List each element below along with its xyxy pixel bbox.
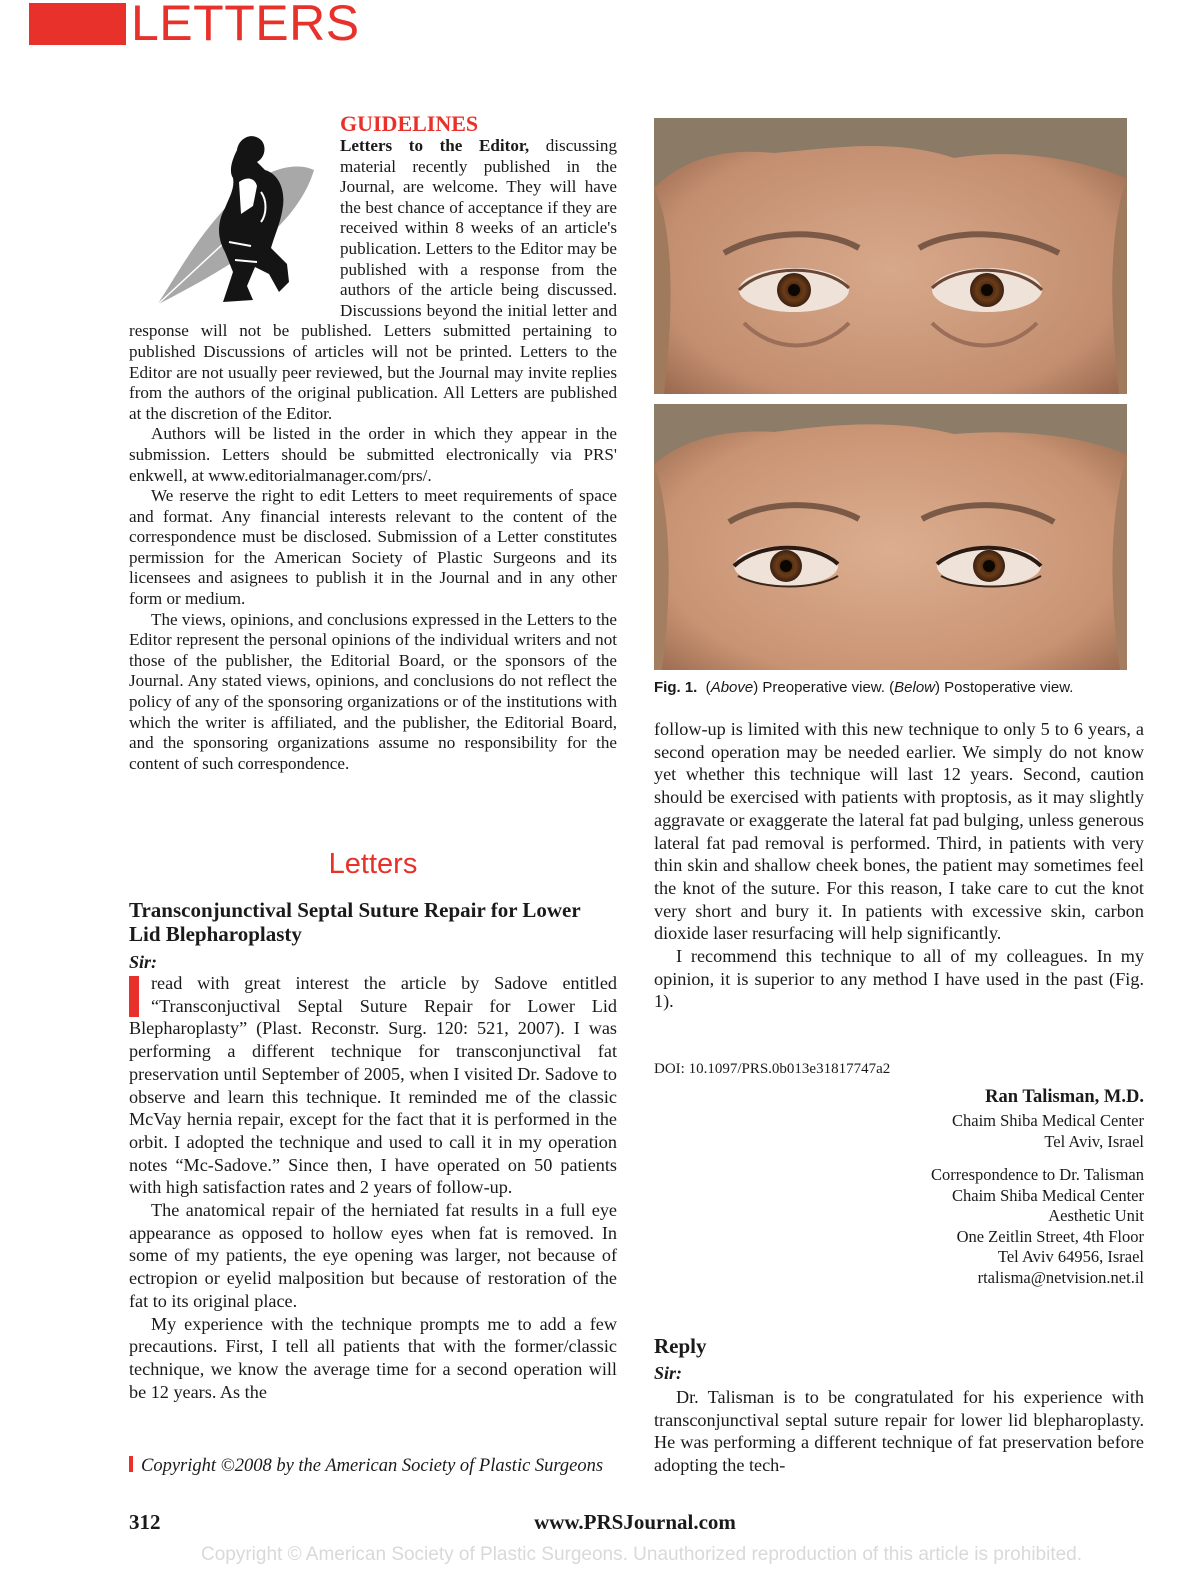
letter-body [129, 972, 617, 1403]
letter-continuation [654, 718, 1144, 1013]
guidelines-lead: Letters to the Editor, [340, 136, 530, 155]
guidelines-block [129, 112, 617, 774]
figure-label: Fig. 1. [654, 679, 698, 696]
correspondence-line: Correspondence to Dr. Talisman [931, 1165, 1144, 1184]
thinker-quill-illustration [129, 122, 334, 307]
caption-above-text: Preoperative view. [758, 679, 890, 696]
correspondence-line: Aesthetic Unit [1048, 1206, 1144, 1226]
affiliation-line: Tel Aviv, Israel [1044, 1131, 1144, 1151]
caption-below-text: Postoperative view. [940, 679, 1074, 696]
salutation: Sir: [129, 952, 158, 972]
postoperative-photo [654, 404, 1127, 670]
header-red-bar [29, 3, 126, 45]
guidelines-paragraph-3: We reserve the right to edit Letters to meet requirements of space and format. Any financial interests relevant to the content of the correspondence must be disclosed. Submission of a Letter constitutes permission for the American Society of Plastic Surgeons and its licensees and asignees to publish it in the Journal and in any other form or medium. [129, 486, 617, 609]
copyright-line [129, 1456, 603, 1477]
guidelines-heading: GUIDELINES [340, 111, 479, 136]
guidelines-paragraph-2: Authors will be listed in the order in which they appear in the submission. Letters should be submitted electronically via PRS' enkwell, at www.editorialmanager.com/prs/. [129, 424, 617, 485]
copyright-text: Copyright ©2008 by the American Society of Plastic Surgeons [141, 1456, 604, 1476]
correspondence-email: rtalisma@netvision.net.il [977, 1267, 1144, 1287]
letter-paragraph-3-continued: follow-up is limited with this new technique to only 5 to 6 years, a second operation may be needed earlier. We simply do not know yet whether this technique will last 12 years. Second, caution should be exercised with patients with proptosis, as it may slightly aggravate or exaggerate the lateral fat pad bulging, unless generous lateral fat pad removal is performed. Third, in patients with very thin skin and shallow cheek bones, the patient may sometimes feel the knot of the suture. For this reason, I take care to cut the knot very short and bury it. In patients with excessive skin, carbon dioxide laser resurfacing will help significantly. [654, 719, 1144, 944]
letter-paragraph-3: My experience with the technique prompts me to add a few precautions. First, I tell all patients that with the former/classic technique, we know the average time for a second operation will be 12 years. As the [129, 1313, 617, 1402]
article-title: Transconjunctival Septal Suture Repair for Lower Lid Blepharoplasty [129, 898, 581, 946]
guidelines-paragraph-4: The views, opinions, and conclusions expressed in the Letters to the Editor represent the personal opinions of the individual writers and not those of the publisher, the Editorial Board, or the sponsors of the Journal. Any stated views, opinions, and conclusions do not reflect the policy of any of the sponsoring organizations or of the institutions with which the writer is affiliated, and the publisher, the Editorial Board, and the sponsoring organizations assume no responsibility for the content of such correspondence. [129, 609, 617, 773]
section-title: LETTERS [131, 0, 360, 51]
correspondence-line: Tel Aviv 64956, Israel [997, 1247, 1144, 1267]
reply-salutation: Sir: [654, 1363, 683, 1383]
correspondence-block [800, 1165, 1144, 1289]
reply-heading: Reply [654, 1334, 707, 1358]
reply-body [654, 1386, 1144, 1477]
drop-cap-i [129, 976, 139, 1017]
affiliation-line: Chaim Shiba Medical Center [952, 1111, 1144, 1130]
page-number: 312 [129, 1510, 161, 1534]
reply-paragraph-1: Dr. Talisman is to be congratulated for his experience with transconjunctival septal suture repair for lower lid blepharoplasty. He was performing a different technique of fat preservation before adopting the tech- [654, 1387, 1144, 1476]
caption-above: Above [710, 679, 754, 696]
copyright-marker [129, 1456, 133, 1472]
caption-below: Below [894, 679, 935, 696]
letters-heading: Letters [328, 848, 418, 880]
correspondence-line: Chaim Shiba Medical Center [952, 1185, 1144, 1205]
preoperative-photo [654, 118, 1127, 394]
letter-paragraph-1: read with great interest the article by Sadove entitled “Transconjuctival Septal Suture Repair for Lower Lid Blepharoplasty” (Plast. Reconstr. Surg. 120: 521, 2007). I was performing a different technique for transconjunctival fat preservation until September of 2005, when I visited Dr. Sadove to observe and learn this technique. It reminded me of the classic McVay hernia repair, except for the fact that it is performed in the orbit. I adopted the technique and used to call it in my operation notes “Mc-Sadove.” Since then, I have operated on 50 patients with high satisfaction rates and 2 years of follow-up. [129, 973, 617, 1198]
figure-caption: Fig. 1. (Above) Preoperative view. (Below) Postoperative view. [654, 679, 1074, 696]
letter-paragraph-4: I recommend this technique to all of my colleagues. In my opinion, it is superior to any method I have used in the past (Fig. 1). [654, 946, 1144, 1012]
legal-notice: Copyright © American Society of Plastic Surgeons. Unauthorized reproduction of this article is prohibited. [200, 1544, 1083, 1565]
letter-paragraph-2: The anatomical repair of the herniated fat results in a full eye appearance as opposed to hollow eyes when fat is removed. In some of my patients, the eye opening was larger, not because of ectropion or eyelid malposition but because of restoration of the fat to its original place. [129, 1200, 617, 1311]
author-affiliation [800, 1111, 1144, 1152]
guidelines-paragraph-1: discussing material recently published in the Journal, are welcome. They will have the best chance of acceptance if they are received within 8 weeks of an article's publication. Letters to the Editor may be published with a response from the authors of the article being discussed. Discussions beyond the initial letter and response will not be published. Letters submitted pertaining to published Discussions of articles will not be printed. Letters to the Editor are not usually peer reviewed, but the Journal may invite replies from the authors of the original publication. All Letters are published at the discretion of the Editor. [129, 136, 617, 423]
author-name: Ran Talisman, M.D. [985, 1087, 1144, 1107]
journal-url: www.PRSJournal.com [534, 1510, 736, 1534]
doi: DOI: 10.1097/PRS.0b013e31817747a2 [654, 1061, 891, 1077]
correspondence-line: One Zeitlin Street, 4th Floor [956, 1226, 1144, 1246]
